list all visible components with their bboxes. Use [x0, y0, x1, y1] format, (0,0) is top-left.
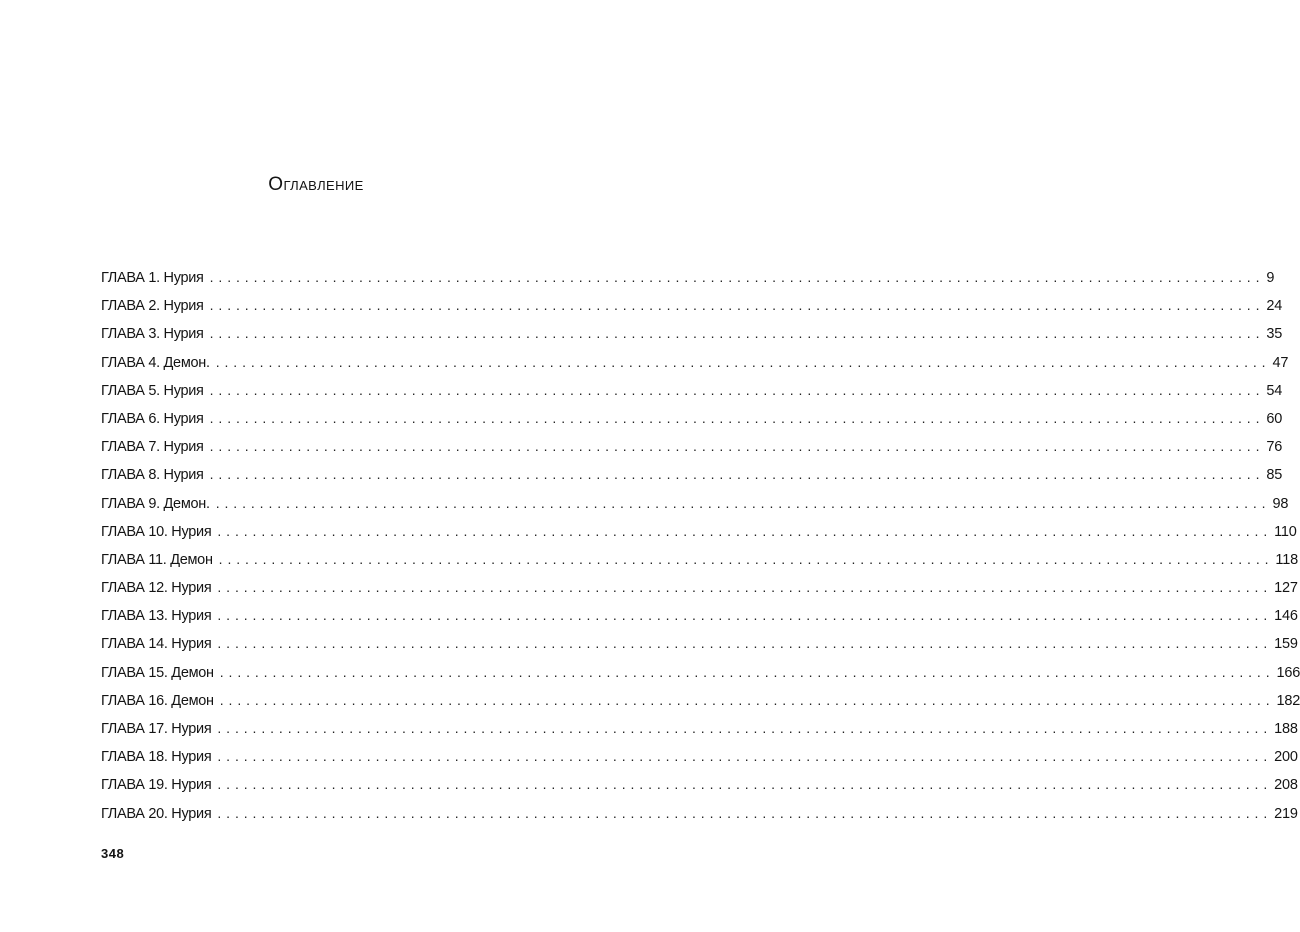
toc-entry: [101, 629, 1298, 657]
dot-leader: ........................................................................................................................: [217, 720, 1273, 736]
dot-leader: ........................................................................................................................: [209, 269, 1265, 285]
dot-leader: ........................................................................................................................: [209, 381, 1265, 398]
toc-entry: [101, 376, 1283, 404]
entry-label: ГЛАВА 17. Нурия: [101, 721, 212, 737]
toc-entry: [101, 686, 1300, 714]
entry-label: ГЛАВА 12. Нурия: [101, 580, 212, 597]
entry-label: ГЛАВА 1. Нурия: [101, 270, 204, 286]
entry-page-number: 60: [1266, 410, 1283, 427]
dot-leader: ........................................................................................................................: [209, 409, 1265, 426]
entry-page-number: 35: [1266, 326, 1283, 343]
toc-entry: [101, 460, 1283, 488]
page-title: Оглавление: [268, 174, 364, 195]
entry-label: ГЛАВА 13. Нурия: [101, 608, 212, 625]
entry-page-number: 9: [1266, 270, 1275, 286]
entry-page-number: 98: [1272, 495, 1289, 512]
dot-leader: ........................................................................................................................: [219, 663, 1275, 680]
entry-label: ГЛАВА 15. Демон: [101, 664, 214, 681]
entry-label: ГЛАВА 16. Демон: [101, 692, 214, 709]
dot-leader: ........................................................................................................................: [209, 325, 1265, 342]
toc-entry: [101, 799, 1298, 827]
entry-label: ГЛАВА 19. Нурия: [101, 777, 212, 794]
dot-leader: ........................................................................................................................: [217, 635, 1273, 652]
toc-entry: [101, 348, 1289, 376]
entry-label: ГЛАВА 9. Демон.: [101, 495, 210, 512]
toc-entry: [101, 291, 1283, 319]
table-of-contents: [101, 263, 1300, 827]
entry-page-number: 110: [1274, 523, 1297, 540]
entry-label: ГЛАВА 11. Демон: [101, 551, 213, 568]
toc-entry: [101, 770, 1298, 798]
dot-leader: ........................................................................................................................: [217, 804, 1273, 821]
toc-entry: [101, 517, 1297, 545]
toc-entry: [101, 319, 1283, 347]
entry-page-number: 200: [1274, 749, 1298, 766]
dot-leader: ........................................................................................................................: [215, 353, 1271, 370]
toc-entry: [101, 489, 1289, 517]
dot-leader: ........................................................................................................................: [217, 748, 1273, 765]
toc-entry: [101, 573, 1298, 601]
dot-leader: ........................................................................................................................: [217, 776, 1273, 793]
entry-label: ГЛАВА 7. Нурия: [101, 439, 204, 456]
entry-label: ГЛАВА 10. Нурия: [101, 523, 212, 540]
entry-page-number: 118: [1275, 551, 1298, 568]
entry-label: ГЛАВА 6. Нурия: [101, 410, 204, 427]
dot-leader: ........................................................................................................................: [219, 691, 1275, 708]
entry-label: ГЛАВА 5. Нурия: [101, 382, 204, 399]
page-number: 348: [101, 846, 125, 861]
toc-entry: [101, 601, 1298, 629]
entry-label: ГЛАВА 20. Нурия: [101, 805, 212, 822]
entry-label: ГЛАВА 8. Нурия: [101, 467, 204, 484]
entry-label: ГЛАВА 4. Демон.: [101, 354, 210, 371]
entry-page-number: 127: [1274, 580, 1298, 597]
dot-leader: ........................................................................................................................: [217, 522, 1273, 539]
entry-label: ГЛАВА 18. Нурия: [101, 749, 212, 766]
entry-page-number: 219: [1274, 805, 1298, 822]
dot-leader: ........................................................................................................................: [209, 438, 1265, 455]
dot-leader: ........................................................................................................................: [209, 466, 1265, 483]
entry-label: ГЛАВА 2. Нурия: [101, 298, 204, 315]
dot-leader: ........................................................................................................................: [217, 607, 1273, 624]
entry-page-number: 208: [1274, 777, 1298, 794]
dot-leader: ........................................................................................................................: [218, 550, 1274, 567]
entry-page-number: 85: [1266, 467, 1283, 484]
toc-entry: [101, 714, 1298, 742]
toc-entry: [101, 432, 1283, 460]
toc-entry: [101, 404, 1283, 432]
entry-page-number: 182: [1276, 692, 1300, 709]
dot-leader: ........................................................................................................................: [209, 297, 1265, 314]
entry-page-number: 159: [1274, 636, 1298, 653]
toc-entry: [101, 658, 1300, 686]
entry-page-number: 188: [1274, 721, 1298, 737]
entry-label: ГЛАВА 3. Нурия: [101, 326, 204, 343]
toc-entry: [101, 263, 1275, 291]
dot-leader: ........................................................................................................................: [215, 494, 1271, 511]
entry-page-number: 24: [1266, 298, 1283, 315]
entry-page-number: 54: [1266, 382, 1283, 399]
toc-entry: [101, 742, 1298, 770]
dot-leader: ........................................................................................................................: [217, 579, 1273, 596]
entry-page-number: 146: [1274, 608, 1298, 625]
toc-entry: [101, 545, 1298, 573]
entry-page-number: 166: [1276, 664, 1300, 681]
entry-label: ГЛАВА 14. Нурия: [101, 636, 212, 653]
entry-page-number: 76: [1266, 439, 1283, 456]
entry-page-number: 47: [1272, 354, 1289, 371]
